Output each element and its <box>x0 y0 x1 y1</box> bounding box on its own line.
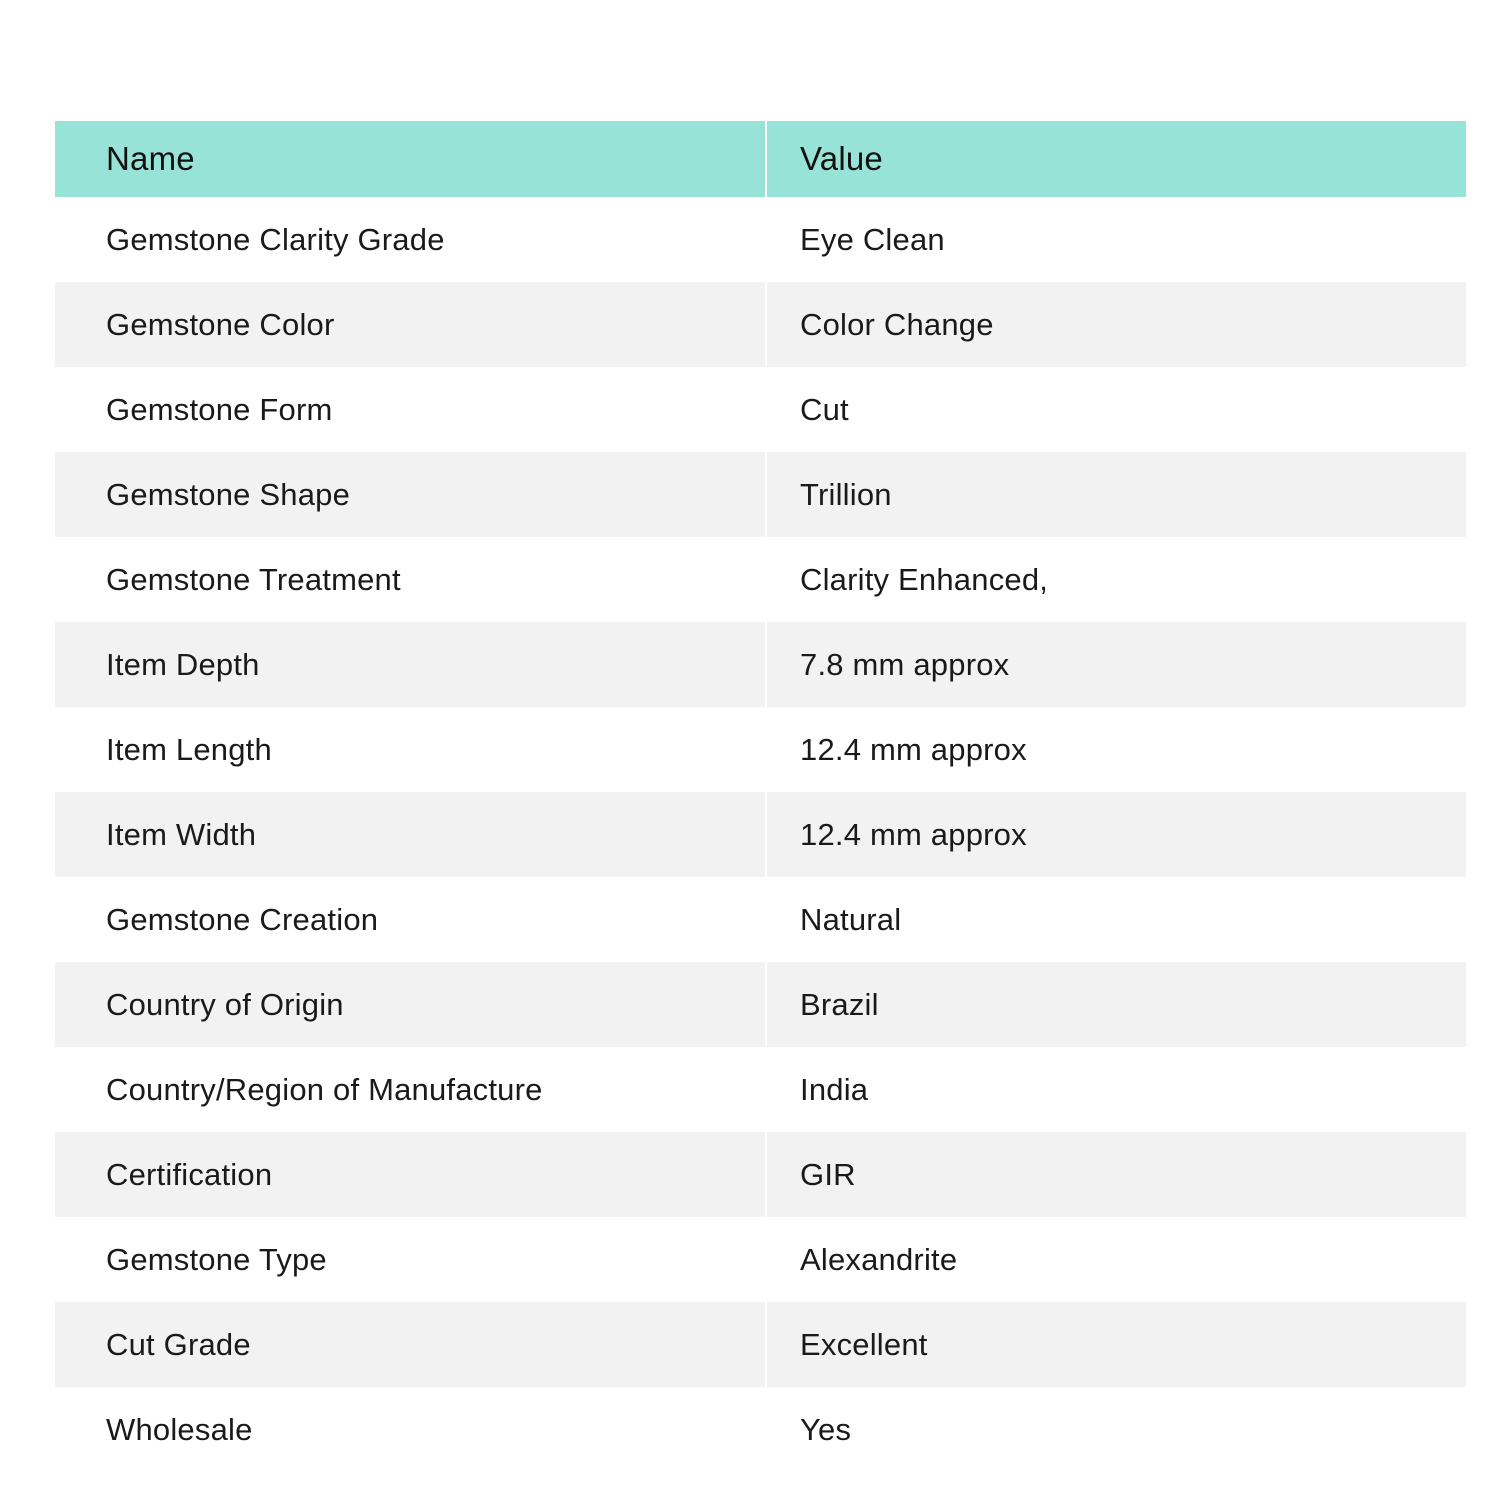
row-value-cell: Natural <box>800 901 902 937</box>
row-name-cell: Item Length <box>55 707 766 792</box>
row-value-cell: 12.4 mm approx <box>800 731 1027 767</box>
table-row <box>55 537 1466 622</box>
row-value-cell: Trillion <box>800 476 892 512</box>
row-name-cell: Gemstone Shape <box>55 452 766 537</box>
table-row <box>55 1387 1466 1472</box>
row-value-cell: Eye Clean <box>800 221 945 257</box>
table-row <box>55 877 1466 962</box>
row-value-cell: Cut <box>800 391 849 427</box>
row-name-cell: Country/Region of Manufacture <box>55 1047 766 1132</box>
row-value-cell: Excellent <box>800 1326 928 1362</box>
header-row <box>55 121 1466 197</box>
row-value-cell: Brazil <box>800 986 879 1022</box>
row-value-cell: Yes <box>800 1411 852 1447</box>
table-body <box>55 197 1466 1472</box>
table-row <box>55 1047 1466 1132</box>
row-value-cell: 12.4 mm approx <box>800 816 1027 852</box>
row-value-cell: 7.8 mm approx <box>800 646 1010 682</box>
table-row <box>55 197 1466 282</box>
specifications-table <box>55 121 1466 1472</box>
table-row <box>55 1302 1466 1387</box>
row-value-cell: GIR <box>800 1156 856 1192</box>
table-row <box>55 622 1466 707</box>
row-name-cell: Item Depth <box>55 622 766 707</box>
row-value-cell: Clarity Enhanced, <box>800 561 1049 597</box>
row-name-cell: Gemstone Clarity Grade <box>55 197 766 282</box>
table-row <box>55 1217 1466 1302</box>
row-name-cell: Gemstone Color <box>55 282 766 367</box>
table-row <box>55 367 1466 452</box>
row-value-cell: Alexandrite <box>800 1241 958 1277</box>
row-name-cell: Country of Origin <box>55 962 766 1047</box>
table-row <box>55 962 1466 1047</box>
row-value-cell: Color Change <box>800 306 994 342</box>
row-value-cell: India <box>800 1071 869 1107</box>
table-row <box>55 452 1466 537</box>
row-name-cell: Gemstone Form <box>55 367 766 452</box>
row-name-cell: Gemstone Creation <box>55 877 766 962</box>
row-name-cell: Item Width <box>55 792 766 877</box>
table-row <box>55 1132 1466 1217</box>
row-name-cell: Wholesale <box>55 1387 766 1472</box>
row-name-cell: Certification <box>55 1132 766 1217</box>
column-header-value: Value <box>800 140 883 177</box>
table-row <box>55 792 1466 877</box>
column-header-name: Name <box>55 121 766 197</box>
table-row <box>55 707 1466 792</box>
table-row <box>55 282 1466 367</box>
table-header <box>55 121 1466 197</box>
row-name-cell: Cut Grade <box>55 1302 766 1387</box>
row-name-cell: Gemstone Type <box>55 1217 766 1302</box>
row-name-cell: Gemstone Treatment <box>55 537 766 622</box>
